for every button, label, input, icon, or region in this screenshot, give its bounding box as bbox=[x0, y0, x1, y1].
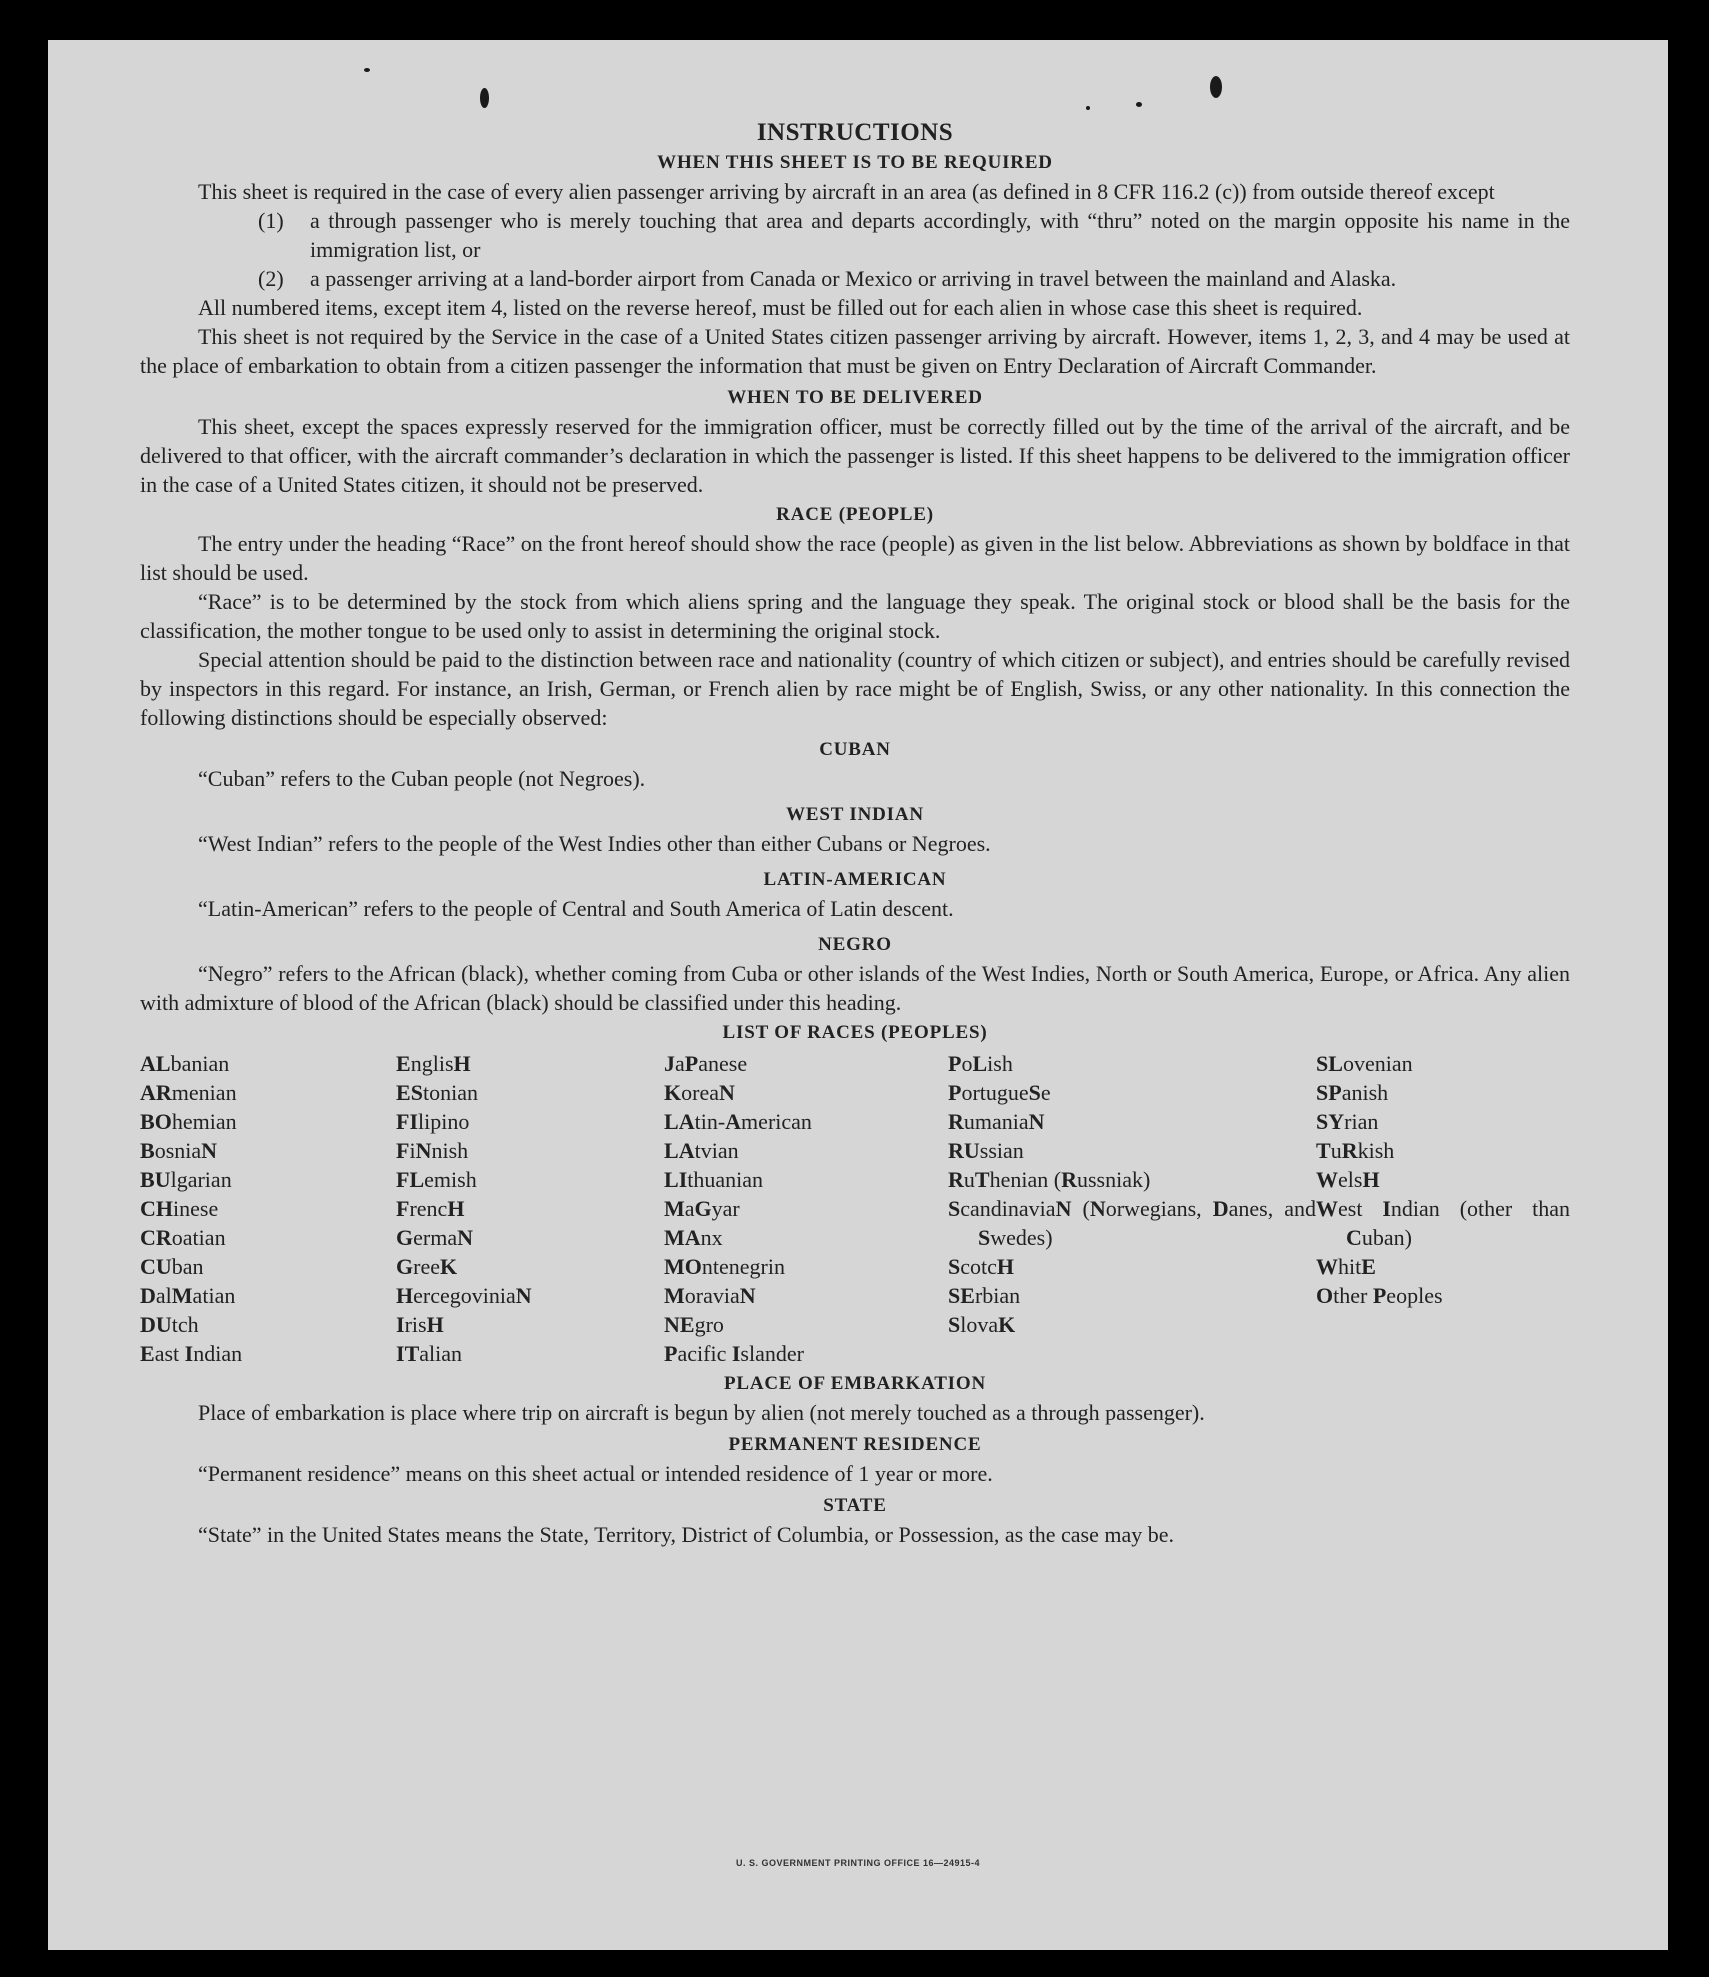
race-entry: FLemish bbox=[396, 1167, 477, 1192]
race-entry: RUssian bbox=[948, 1138, 1024, 1163]
heading-when-required: WHEN THIS SHEET IS TO BE REQUIRED bbox=[657, 152, 1053, 173]
cuban-definition: “Cuban” refers to the Cuban people (not Negroes). bbox=[198, 766, 646, 791]
race-entry: BosniaN bbox=[140, 1138, 218, 1163]
race-entry: RuThenian (Russniak) bbox=[948, 1167, 1151, 1192]
races-column-3 bbox=[664, 1049, 948, 1368]
embarkation-definition: Place of embarkation is place where trip on aircraft is begun by alien (not merely touched as a through passenger). bbox=[198, 1400, 1205, 1425]
race-entry: GermaN bbox=[396, 1225, 473, 1250]
race-entry: ALbanian bbox=[140, 1051, 230, 1076]
race-entry: Other Peoples bbox=[1316, 1283, 1443, 1308]
race-entry: CRoatian bbox=[140, 1225, 226, 1250]
race-entry: SlovaK bbox=[948, 1312, 1016, 1337]
race-entry: Pacific Islander bbox=[664, 1341, 804, 1366]
race-paragraph-2: “Race” is to be determined by the stock from which aliens spring and the language they speak. The original stock or blood shall be the basis for the classification, the mother tongue to be used only to assist in determining the original stock. bbox=[140, 589, 1570, 643]
race-entry: LAtin-American bbox=[664, 1109, 812, 1134]
race-entry: LAtvian bbox=[664, 1138, 739, 1163]
required-intro: This sheet is required in the case of every alien passenger arriving by aircraft in an area (as defined in 8 CFR 116.2 (c)) from outside thereof except bbox=[198, 179, 1495, 204]
heading-cuban: CUBAN bbox=[819, 739, 891, 760]
latin-american-definition: “Latin-American” refers to the people of Central and South America of Latin descent. bbox=[198, 896, 954, 921]
race-entry: TuRkish bbox=[1316, 1138, 1395, 1163]
residence-definition: “Permanent residence” means on this sheet actual or intended residence of 1 year or more. bbox=[198, 1461, 993, 1486]
race-entry: WhitE bbox=[1316, 1254, 1376, 1279]
races-column-2 bbox=[396, 1049, 664, 1368]
races-column-1 bbox=[140, 1049, 396, 1368]
race-entry: FIlipino bbox=[396, 1109, 470, 1134]
race-entry: MoraviaN bbox=[664, 1283, 756, 1308]
delivered-paragraph: This sheet, except the spaces expressly reserved for the immigration officer, must be correctly filled out by the time of the arrival of the aircraft, and be delivered to that officer, with the aircraft commander’s declaration in which the passenger is listed. If this sheet happens to be delivered to the immigration officer in the case of a United States citizen, it should not be preserved. bbox=[140, 414, 1570, 497]
race-entry: HercegoviniaN bbox=[396, 1283, 532, 1308]
races-column-4 bbox=[948, 1049, 1316, 1368]
race-entry: PoLish bbox=[948, 1051, 1013, 1076]
heading-race: RACE (PEOPLE) bbox=[776, 504, 934, 525]
negro-definition: “Negro” refers to the African (black), whether coming from Cuba or other islands of the West Indies, North or South America, Europe, or Africa. Any alien with admixture of blood of the African (black) should be classified under this heading. bbox=[140, 961, 1570, 1015]
race-paragraph-1: The entry under the heading “Race” on the front hereof should show the race (people) as given in the list below. Abbreviations as shown by boldface in that list should be used. bbox=[140, 531, 1570, 585]
race-entry: ITalian bbox=[396, 1341, 463, 1366]
ink-speck bbox=[364, 68, 370, 72]
races-column-5 bbox=[1316, 1049, 1570, 1368]
race-entry: ARmenian bbox=[140, 1080, 237, 1105]
race-entry: FrencH bbox=[396, 1196, 465, 1221]
race-entry: MAnx bbox=[664, 1225, 723, 1250]
required-paragraph-2: All numbered items, except item 4, listed on the reverse hereof, must be filled out for each alien in whose case this sheet is required. bbox=[198, 295, 1363, 320]
heading-latin-american: LATIN-AMERICAN bbox=[763, 869, 947, 890]
race-entry: LIthuanian bbox=[664, 1167, 764, 1192]
heading-west-indian: WEST INDIAN bbox=[786, 804, 924, 825]
state-definition: “State” in the United States means the State, Territory, District of Columbia, or Possession, as the case may be. bbox=[198, 1522, 1175, 1547]
exception-text: a through passenger who is merely touching that area and departs accordingly, with “thru” noted on the margin opposite his name in the immigration list, or bbox=[310, 208, 1570, 262]
race-entry: West Indian (other than Cuban) bbox=[1316, 1196, 1571, 1250]
exception-text: a passenger arriving at a land-border airport from Canada or Mexico or arriving in travel between the mainland and Alaska. bbox=[310, 266, 1397, 291]
instructions-body bbox=[140, 118, 1570, 1549]
document-page bbox=[48, 40, 1668, 1950]
race-entry: East Indian bbox=[140, 1341, 243, 1366]
race-entry: SErbian bbox=[948, 1283, 1021, 1308]
race-entry: IrisH bbox=[396, 1312, 444, 1337]
heading-list-of-races: LIST OF RACES (PEOPLES) bbox=[722, 1022, 988, 1043]
heading-place-of-embarkation: PLACE OF EMBARKATION bbox=[724, 1373, 986, 1394]
race-entry: WelsH bbox=[1316, 1167, 1380, 1192]
race-entry: BUlgarian bbox=[140, 1167, 232, 1192]
race-entry: EnglisH bbox=[396, 1051, 471, 1076]
race-entry: BOhemian bbox=[140, 1109, 237, 1134]
printing-office-imprint: U. S. GOVERNMENT PRINTING OFFICE 16—24915-4 bbox=[735, 1858, 981, 1868]
race-entry: FiNnish bbox=[396, 1138, 469, 1163]
race-entry: GreeK bbox=[396, 1254, 458, 1279]
race-entry: DalMatian bbox=[140, 1283, 236, 1308]
race-entry: SYrian bbox=[1316, 1109, 1379, 1134]
heading-negro: NEGRO bbox=[818, 934, 892, 955]
heading-when-delivered: WHEN TO BE DELIVERED bbox=[727, 387, 983, 408]
race-entry: ScotcH bbox=[948, 1254, 1015, 1279]
race-entry: DUtch bbox=[140, 1312, 199, 1337]
page-title: INSTRUCTIONS bbox=[756, 119, 954, 146]
race-entry: EStonian bbox=[396, 1080, 478, 1105]
race-entry: JaPanese bbox=[664, 1051, 748, 1076]
race-entry: CUban bbox=[140, 1254, 204, 1279]
exception-number: (1) bbox=[258, 208, 284, 233]
ink-speck bbox=[1210, 76, 1222, 98]
races-list bbox=[140, 1049, 1570, 1368]
heading-state: STATE bbox=[823, 1495, 887, 1516]
race-entry: SLovenian bbox=[1316, 1051, 1413, 1076]
race-entry: MOntenegrin bbox=[664, 1254, 785, 1279]
race-entry: RumaniaN bbox=[948, 1109, 1045, 1134]
required-paragraph-3: This sheet is not required by the Service in the case of a United States citizen passenger arriving by aircraft. However, items 1, 2, 3, and 4 may be used at the place of embarkation to obtain from a citizen passenger the information that must be given on Entry Declaration of Aircraft Commander. bbox=[140, 324, 1570, 378]
race-entry: NEgro bbox=[664, 1312, 724, 1337]
race-entry: PortugueSe bbox=[948, 1080, 1051, 1105]
heading-permanent-residence: PERMANENT RESIDENCE bbox=[728, 1434, 982, 1455]
race-entry: MaGyar bbox=[664, 1196, 740, 1221]
exception-item bbox=[140, 206, 1570, 264]
exception-item bbox=[140, 264, 1570, 293]
race-entry: KoreaN bbox=[664, 1080, 735, 1105]
ink-speck bbox=[1136, 102, 1142, 107]
race-entry: CHinese bbox=[140, 1196, 219, 1221]
exception-number: (2) bbox=[258, 266, 284, 291]
ink-speck bbox=[1086, 106, 1090, 110]
race-paragraph-3: Special attention should be paid to the distinction between race and nationality (country of which citizen or subject), and entries should be carefully revised by inspectors in this regard. For instance, an Irish, German, or French alien by race might be of English, Swiss, or any other nationality. In this connection the following distinctions should be especially observed: bbox=[140, 647, 1570, 730]
ink-speck bbox=[480, 88, 489, 108]
race-entry: ScandinaviaN (Norwegians, Danes, and Swedes) bbox=[948, 1196, 1316, 1250]
west-indian-definition: “West Indian” refers to the people of the West Indies other than either Cubans or Negroes. bbox=[198, 831, 991, 856]
race-entry: SPanish bbox=[1316, 1080, 1389, 1105]
